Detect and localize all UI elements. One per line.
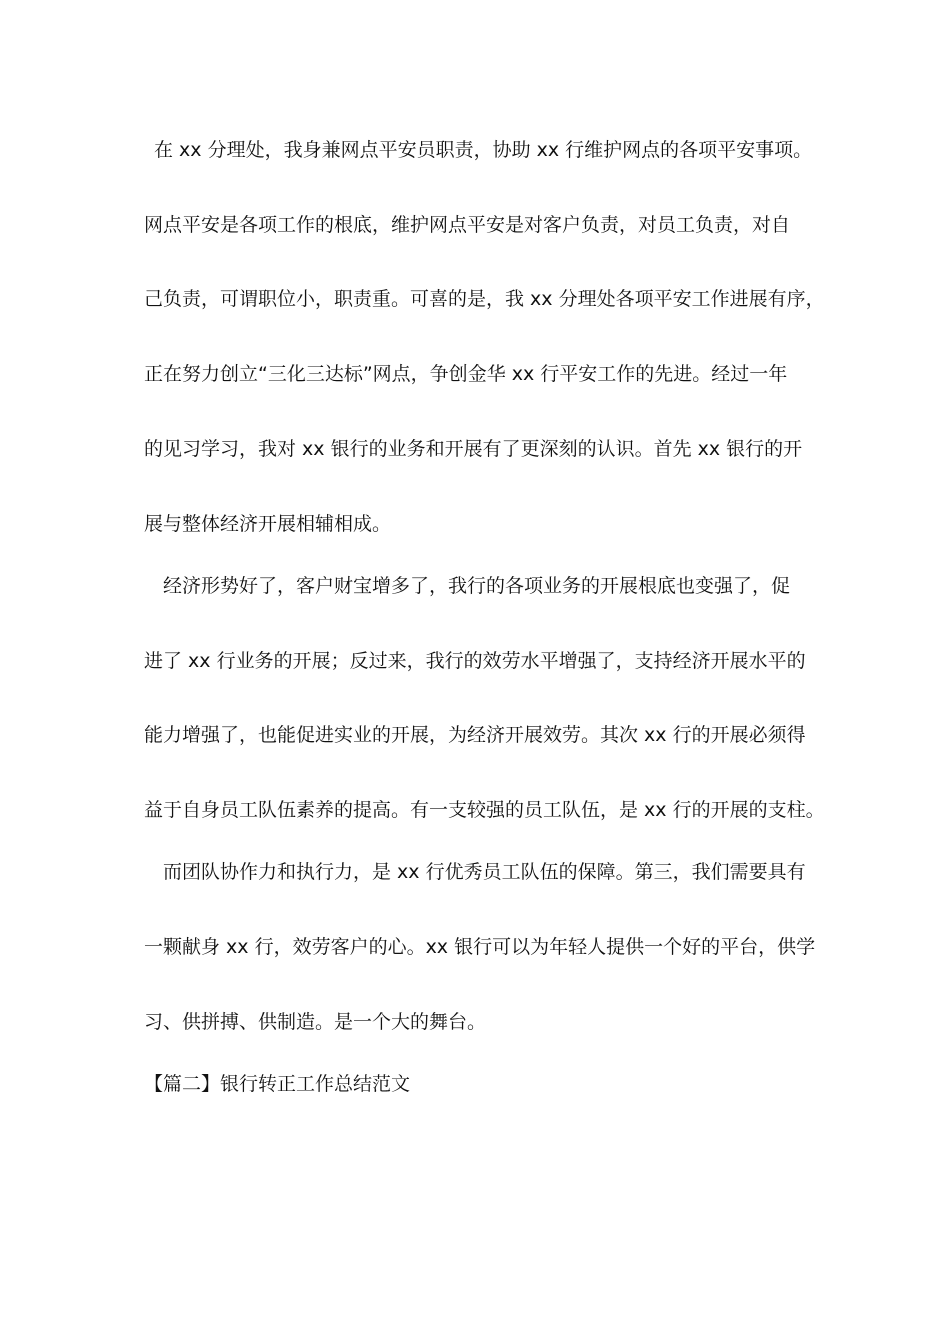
paragraph-line-4: 正在努力创立“三化三达标”网点，争创金华 xx 行平安工作的先进。经过一年 bbox=[144, 363, 788, 385]
paragraph-line-5: 的见习学习，我对 xx 银行的业务和开展有了更深刻的认识。首先 xx 银行的开 bbox=[144, 438, 803, 460]
paragraph-line-12: 一颗献身 xx 行，效劳客户的心。xx 银行可以为年轻人提供一个好的平台，供学 bbox=[144, 936, 816, 958]
paragraph-line-9: 能力增强了，也能促进实业的开展，为经济开展效劳。其次 xx 行的开展必须得 bbox=[144, 724, 806, 746]
paragraph-line-8: 进了 xx 行业务的开展；反过来，我行的效劳水平增强了，支持经济开展水平的 bbox=[144, 650, 806, 672]
paragraph-line-11: 而团队协作力和执行力，是 xx 行优秀员工队伍的保障。第三，我们需要具有 bbox=[163, 861, 806, 883]
paragraph-line-6: 展与整体经济开展相辅相成。 bbox=[144, 513, 392, 535]
paragraph-line-13: 习、供拼搏、供制造。是一个大的舞台。 bbox=[144, 1011, 487, 1033]
paragraph-line-10: 益于自身员工队伍素养的提高。有一支较强的员工队伍，是 xx 行的开展的支柱。 bbox=[144, 799, 825, 821]
paragraph-line-7: 经济形势好了，客户财宝增多了，我行的各项业务的开展根底也变强了，促 bbox=[163, 575, 791, 597]
paragraph-line-1: 在 xx 分理处，我身兼网点平安员职责，协助 xx 行维护网点的各项平安事项。 bbox=[154, 139, 813, 161]
section-heading: 【篇二】银行转正工作总结范文 bbox=[144, 1073, 411, 1095]
paragraph-line-3: 己负责，可谓职位小，职责重。可喜的是，我 xx 分理处各项平安工作进展有序， bbox=[144, 288, 825, 310]
paragraph-line-2: 网点平安是各项工作的根底，维护网点平安是对客户负责，对员工负责，对自 bbox=[144, 214, 791, 236]
